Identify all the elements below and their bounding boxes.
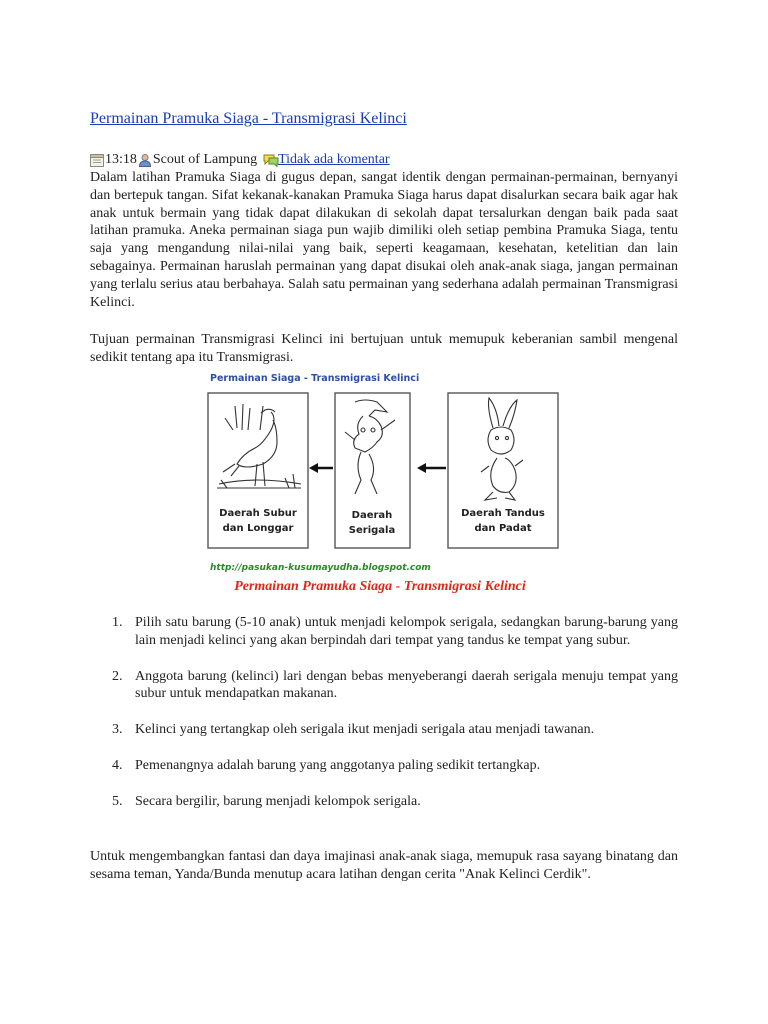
figure-url: http://pasukan-kusumayudha.blogspot.com: [210, 563, 431, 573]
list-item: [90, 793, 678, 811]
goal-paragraph: Tujuan permainan Transmigrasi Kelinci ini bertujuan untuk memupuk keberanian sambil mengenal sedikit tentang apa itu Transmigrasi.: [90, 332, 678, 365]
intro-paragraph: Dalam latihan Pramuka Siaga di gugus depan, sangat identik dengan permainan-permainan, bernyanyi dan bertepuk tangan. Sifat kekanak-kanakan Pramuka Siaga harus dapat disalurkan secara baik agar hak anak untuk bermain yang tidak dapat dilakukan di sekolah dapat tersalurkan dengan baik pada saat latihan pramuka. Aneka permainan siaga pun wajib dimiliki oleh setiap pembina Pramuka Siaga, tentu saja yang mengandung nilai-nilai yang baik, seperti keagamaan, kesehatan, ketelitian dan lain sebagainya. Permainan haruslah permainan yang dapat disukai oleh anak-anak siaga, jangan permainan yang terlalu serius atau berbahaya. Salah satu permainan yang sederhana adalah permainan Transmigrasi Kelinci.: [90, 170, 678, 310]
box2-line1: Daerah: [351, 510, 393, 521]
list-item: [90, 757, 678, 775]
step-text: Pilih satu barung (5-10 anak) untuk menjadi kelompok serigala, sedangkan barung-barung yang lain menjadi kelinci yang akan berpindah dari tempat yang tandus ke tempat yang subur.: [135, 615, 678, 648]
box3-line2: dan Padat: [474, 523, 532, 534]
comments-link[interactable]: Tidak ada komentar: [278, 152, 390, 167]
box-wolf-area: [335, 393, 410, 548]
user-icon: [138, 153, 152, 167]
list-item: [90, 668, 678, 704]
post-meta: [90, 151, 390, 169]
post-time: 13:18: [105, 152, 137, 167]
game-diagram-figure: [205, 368, 565, 596]
list-item: [90, 614, 678, 650]
calendar-icon: [90, 153, 104, 167]
closing-paragraph: Untuk mengembangkan fantasi dan daya imajinasi anak-anak siaga, memupuk rasa sayang binatang dan sesama teman, Yanda/Bunda menutup acara latihan dengan cerita "Anak Kelinci Cerdik".: [90, 849, 678, 882]
post-author: Scout of Lampung: [152, 152, 258, 167]
step-number: 4.: [112, 757, 123, 773]
step-number: 1.: [112, 615, 123, 630]
step-text: Secara bergilir, barung menjadi kelompok serigala.: [135, 793, 421, 809]
post-title-link[interactable]: Permainan Pramuka Siaga - Transmigrasi Kelinci: [90, 110, 407, 127]
figure-header: Permainan Siaga - Transmigrasi Kelinci: [210, 373, 420, 384]
step-text: Anggota barung (kelinci) lari dengan bebas menyeberangi daerah serigala menuju tempat yang subur untuk mendapatkan makanan.: [135, 668, 678, 702]
figure-caption: Permainan Pramuka Siaga - Transmigrasi Kelinci: [234, 579, 526, 594]
box1-line2: dan Longgar: [222, 523, 294, 534]
list-item: [90, 721, 678, 739]
box2-line2: Serigala: [348, 525, 396, 536]
box-arid-area: [448, 393, 558, 548]
game-steps-list: [90, 614, 678, 829]
step-text: Kelinci yang tertangkap oleh serigala ikut menjadi serigala atau menjadi tawanan.: [135, 722, 595, 738]
step-number: 3.: [112, 722, 123, 738]
step-number: 2.: [112, 668, 123, 684]
box-fertile-area: [208, 393, 308, 548]
box1-line1: Daerah Subur: [219, 508, 297, 519]
box3-line1: Daerah Tandus: [461, 508, 545, 519]
step-text: Pemenangnya adalah barung yang anggotanya paling sedikit tertangkap.: [135, 757, 541, 773]
comment-icon: [263, 153, 277, 167]
step-number: 5.: [112, 793, 123, 809]
